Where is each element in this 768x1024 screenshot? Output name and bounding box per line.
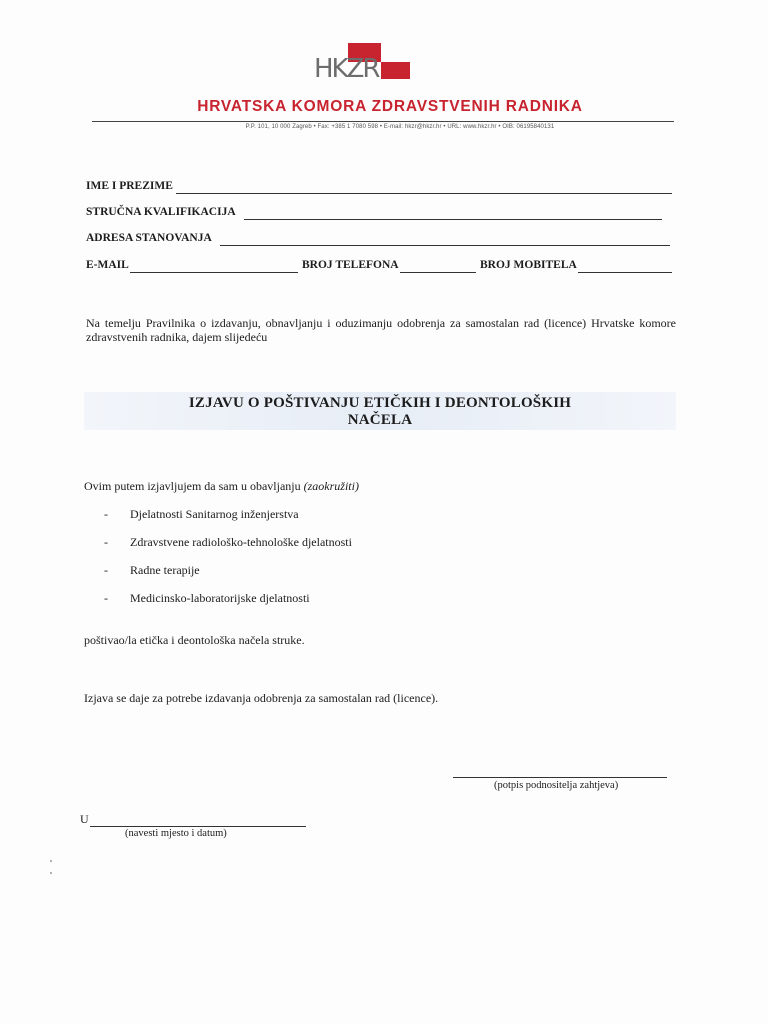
document-title [84, 395, 676, 429]
field-address [86, 232, 676, 248]
field-email-label: E-MAIL [86, 259, 129, 271]
signature-caption: (potpis podnositelja zahtjeva) [494, 780, 619, 791]
scan-speck [50, 860, 52, 862]
title-line-1: IZJAVU O POŠTIVANJU ETIČKIH I DEONTOLOŠKIH [188, 395, 572, 411]
field-name [86, 180, 676, 196]
bullet-dash: - [104, 535, 108, 549]
field-mobile-line[interactable] [578, 272, 672, 273]
field-qualification-label: STRUČNA KVALIFIKACIJA [86, 206, 236, 218]
field-name-label: IME I PREZIME [86, 180, 173, 192]
activity-label: Djelatnosti Sanitarnog inženjerstva [130, 507, 299, 521]
header-divider [92, 121, 674, 122]
scan-speck [50, 872, 52, 874]
field-contact-row [86, 259, 676, 275]
field-phone-line[interactable] [400, 272, 476, 273]
place-date-line[interactable] [90, 826, 306, 827]
statement-prefix: Ovim putem izjavljujem da sam u obavljanju [84, 479, 301, 493]
field-address-label: ADRESA STANOVANJA [86, 232, 212, 244]
activity-label: Zdravstvene radiološko-tehnološke djelatnosti [130, 535, 352, 549]
field-name-line[interactable] [176, 193, 672, 194]
logo-letters: HKZR [314, 54, 379, 84]
title-line-2: NAČELA [347, 412, 413, 428]
activity-item[interactable] [104, 507, 299, 522]
place-prefix: U [80, 812, 89, 826]
purpose-statement: Izjava se daje za potrebe izdavanja odobrenja za samostalan rad (licence). [84, 691, 439, 705]
activity-item[interactable] [104, 563, 200, 578]
activity-item[interactable] [104, 535, 352, 550]
field-qualification-line[interactable] [244, 219, 662, 220]
bullet-dash: - [104, 591, 108, 605]
field-phone-label: BROJ TELEFONA [302, 259, 399, 271]
field-address-line[interactable] [220, 245, 670, 246]
activity-label: Medicinsko-laboratorijske djelatnosti [130, 591, 310, 605]
field-email-line[interactable] [130, 272, 298, 273]
field-qualification [86, 206, 676, 222]
place-date-caption: (navesti mjesto i datum) [125, 828, 227, 839]
hkzr-logo [312, 40, 412, 98]
respect-statement: poštivao/la etička i deontološka načela struke. [84, 633, 305, 647]
field-mobile-label: BROJ MOBITELA [480, 259, 577, 271]
bullet-dash: - [104, 563, 108, 577]
intro-paragraph: Na temelju Pravilnika o izdavanju, obnavljanju i oduzimanju odobrenja za samostalan rad (licence) Hrvatske komore zdravstvenih radnika, dajem slijedeću [86, 316, 676, 344]
contact-info: P.P. 101, 10 000 Zagreb • Fax: +385 1 7080 598 • E-mail: hkzr@hkzr.hr • URL: www.hkzr.hr • OIB: 06195840131 [245, 124, 555, 130]
activity-item[interactable] [104, 591, 310, 606]
activity-label: Radne terapije [130, 563, 200, 577]
statement-note: (zaokružiti) [303, 479, 359, 493]
signature-line[interactable] [453, 777, 667, 778]
statement-line [84, 479, 359, 494]
logo-red-square-right [381, 62, 410, 79]
bullet-dash: - [104, 507, 108, 521]
organization-name: HRVATSKA KOMORA ZDRAVSTVENIH RADNIKA [197, 98, 583, 115]
